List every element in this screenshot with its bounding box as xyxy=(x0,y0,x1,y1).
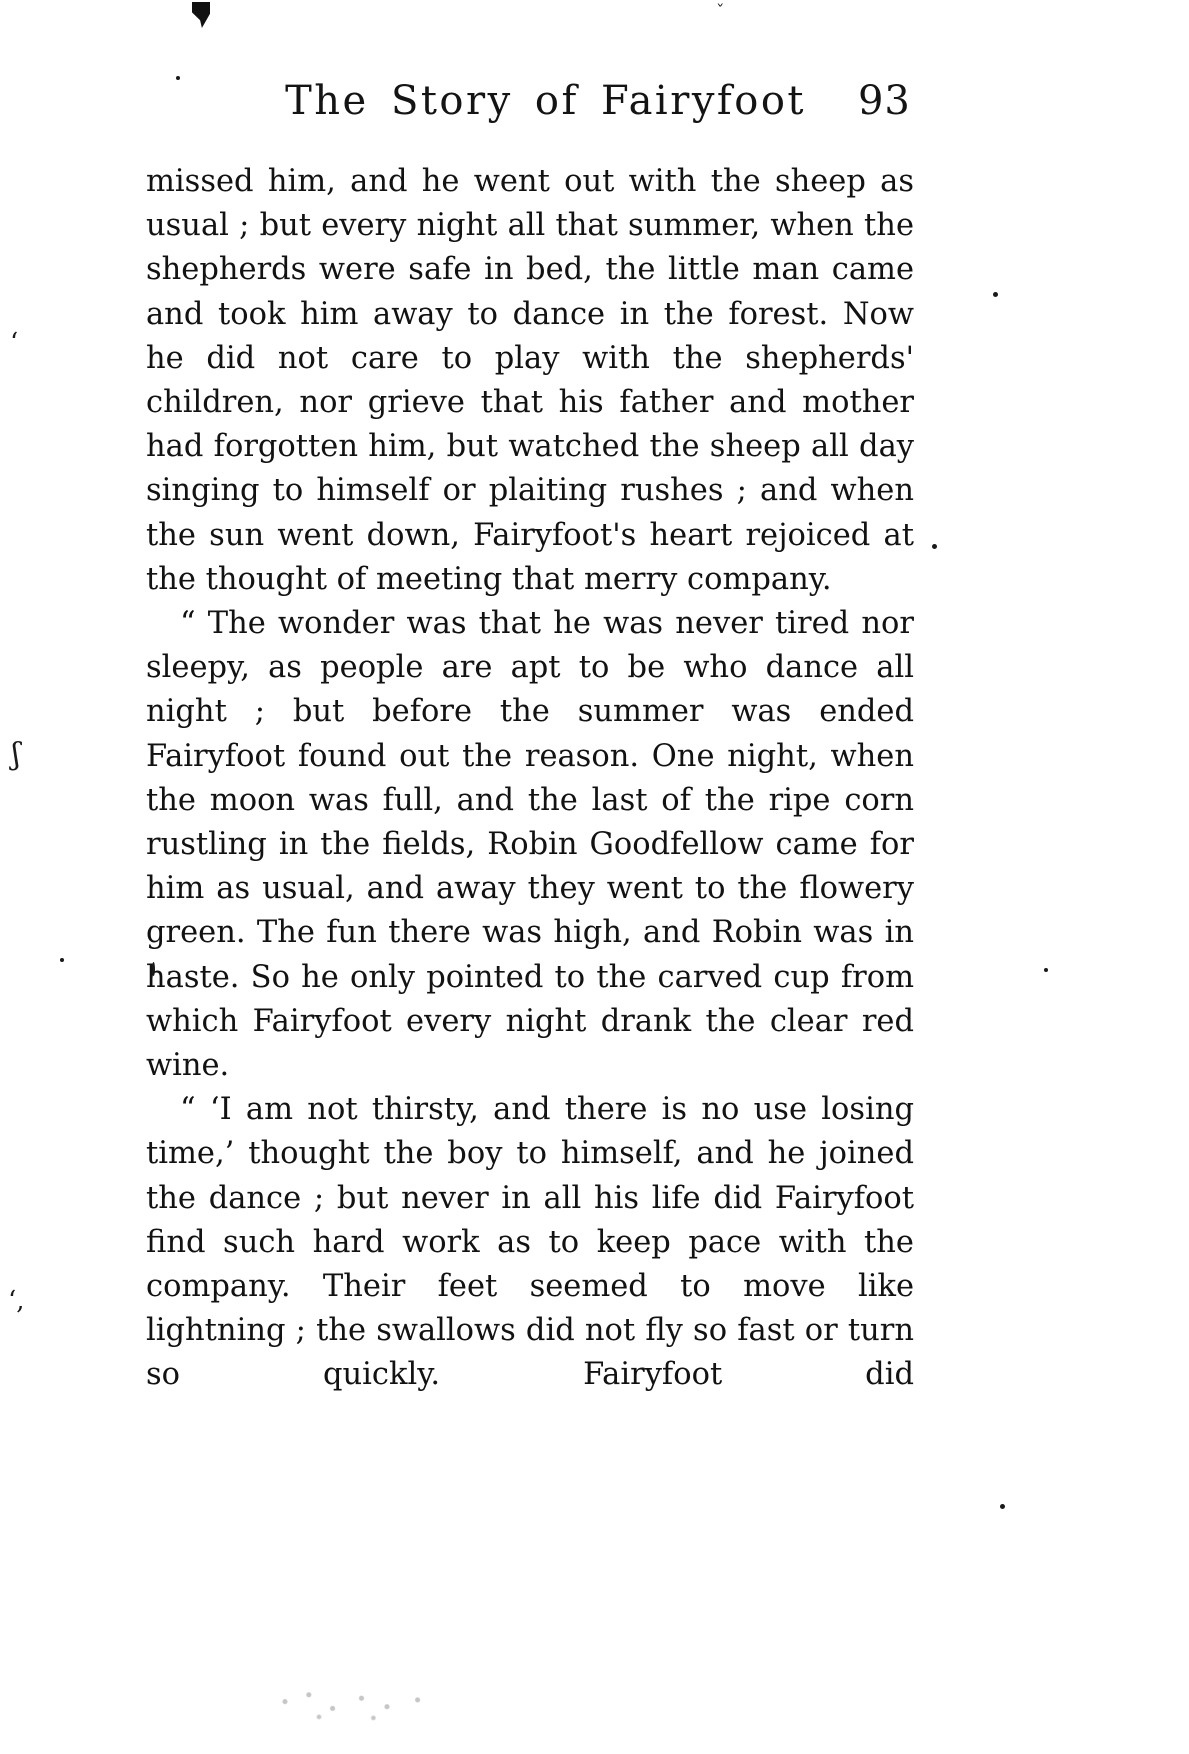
page-header xyxy=(148,78,1048,124)
page-number: 93 xyxy=(857,78,911,124)
scan-speck xyxy=(1044,968,1048,972)
margin-mark-left-1: ‘ xyxy=(10,328,19,358)
ink-blot-top xyxy=(192,2,210,28)
paragraph: “ ‘I am not thirsty, and there is no use losing time,’ thought the boy to himself, and he joined the dance ; but never in all his life did Fairyfoot find such hard work as to keep pace with the company. Their feet seemed to move like lightning ; the swallows did not fly so fast or turn so quickly. Fairyfoot did xyxy=(146,1092,914,1393)
scan-smudge-bottom xyxy=(268,1688,438,1722)
margin-mark-left-3: ‘, xyxy=(8,1286,25,1316)
page-title: The Story of Fairyfoot xyxy=(285,78,806,124)
scan-speck xyxy=(60,958,64,962)
scan-speck xyxy=(993,292,998,297)
scan-speck xyxy=(1000,1504,1005,1509)
page-body xyxy=(146,160,914,1398)
margin-mark-top: ˇ xyxy=(716,2,725,22)
paragraph: missed him, and he went out with the sheep as usual ; but every night all that summer, when the shepherds were safe in bed, the little man came and took him away to dance in the forest. Now he did not care to play with the shepherds' children, nor grieve that his father and mother had forgotten him, but watched the sheep all day singing to himself or plaiting rushes ; and when the sun went down, Fairyfoot's heart rejoiced at the thought of meeting that merry company. xyxy=(146,164,914,597)
margin-mark-left-2: ʃ xyxy=(12,737,21,772)
scan-speck xyxy=(932,544,937,549)
paragraph: “ The wonder was that he was never tired nor sleepy, as people are apt to be who dance all night ; but before the summer was ended Fairyfoot found out the reason. One night, when the moon was full, and the last of the ripe corn rustling in the fields, Robin Goodfellow came for him as usual, and away they went to the flowery green. The fun there was high, and Robin was in haste. So he only pointed to the carved cup from which Fairyfoot every night drank the clear red wine. xyxy=(146,606,914,1084)
